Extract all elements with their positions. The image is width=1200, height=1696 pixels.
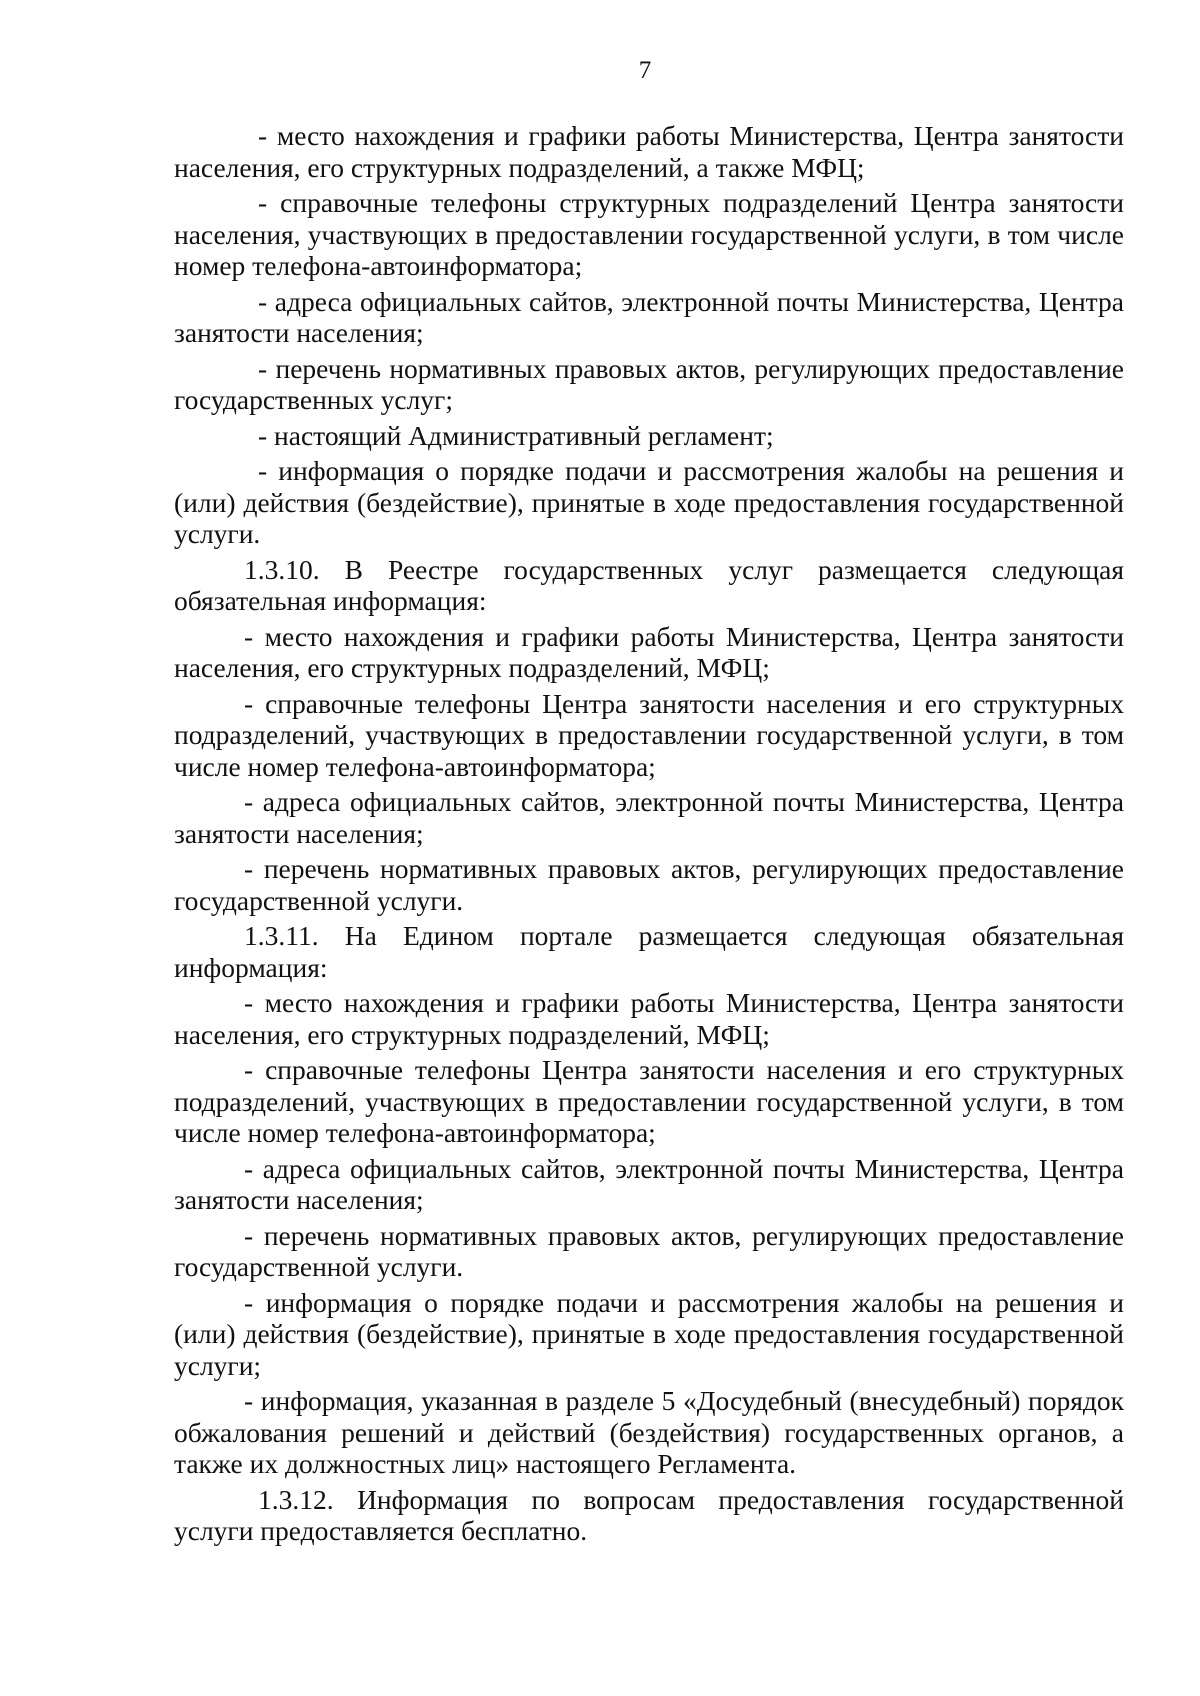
- list-item-legal-acts: - перечень нормативных правовых актов, регулирующих предоставление государственной услуги.: [174, 1219, 1124, 1282]
- list-item-website-addresses: - адреса официальных сайтов, электронной почты Министерства, Центра занятости населения;: [174, 285, 1124, 348]
- list-item-website-addresses: - адреса официальных сайтов, электронной почты Министерства, Центра занятости населения;: [174, 786, 1124, 849]
- list-item-reference-phones: - справочные телефоны Центра занятости населения и его структурных подразделений, участвующих в предоставлении государственной услуги, в том числе номер телефона-автоинформатора;: [174, 687, 1124, 782]
- clause-1-3-12: 1.3.12. Информация по вопросам предоставления государственной услуги предоставляется бесплатно.: [174, 1483, 1124, 1546]
- list-item-location-schedules: - место нахождения и графики работы Министерства, Центра занятости населения, его структурных подразделений, МФЦ;: [174, 987, 1124, 1050]
- list-item-section-5-info: - информация, указанная в разделе 5 «Досудебный (внесудебный) порядок обжалования решений и действий (бездействия) государственных органов, а также их должностных лиц» настоящего Регламента.: [174, 1385, 1124, 1479]
- document-body: [174, 120, 1124, 1551]
- list-item-location-schedules: - место нахождения и графики работы Министерства, Центра занятости населения, его структурных подразделений, а также МФЦ;: [174, 120, 1124, 183]
- clause-1-3-10: 1.3.10. В Реестре государственных услуг размещается следующая обязательная информация:: [174, 553, 1124, 616]
- list-item-legal-acts: - перечень нормативных правовых актов, регулирующих предоставление государственной услуги.: [174, 853, 1124, 916]
- list-item-administrative-regulation: - настоящий Административный регламент;: [258, 419, 774, 451]
- list-item-reference-phones: - справочные телефоны структурных подразделений Центра занятости населения, участвующих в предоставлении государственной услуги, в том числе номер телефона-автоинформатора;: [174, 187, 1124, 281]
- list-item-complaint-procedure: - информация о порядке подачи и рассмотрения жалобы на решения и (или) действия (бездействие), принятые в ходе предоставления государственной услуги;: [174, 1286, 1124, 1381]
- page-number: 7: [638, 57, 652, 84]
- list-item-website-addresses: - адреса официальных сайтов, электронной почты Министерства, Центра занятости населения;: [174, 1152, 1124, 1215]
- list-item-legal-acts: - перечень нормативных правовых актов, регулирующих предоставление государственных услуг;: [174, 352, 1124, 415]
- list-item-location-schedules: - место нахождения и графики работы Министерства, Центра занятости населения, его структурных подразделений, МФЦ;: [174, 620, 1124, 683]
- list-item-reference-phones: - справочные телефоны Центра занятости населения и его структурных подразделений, участвующих в предоставлении государственной услуги, в том числе номер телефона-автоинформатора;: [174, 1054, 1124, 1148]
- list-item-complaint-procedure: - информация о порядке подачи и рассмотрения жалобы на решения и (или) действия (бездействие), принятые в ходе предоставления государственной услуги.: [174, 455, 1124, 549]
- clause-1-3-11: 1.3.11. На Едином портале размещается следующая обязательная информация:: [174, 920, 1124, 983]
